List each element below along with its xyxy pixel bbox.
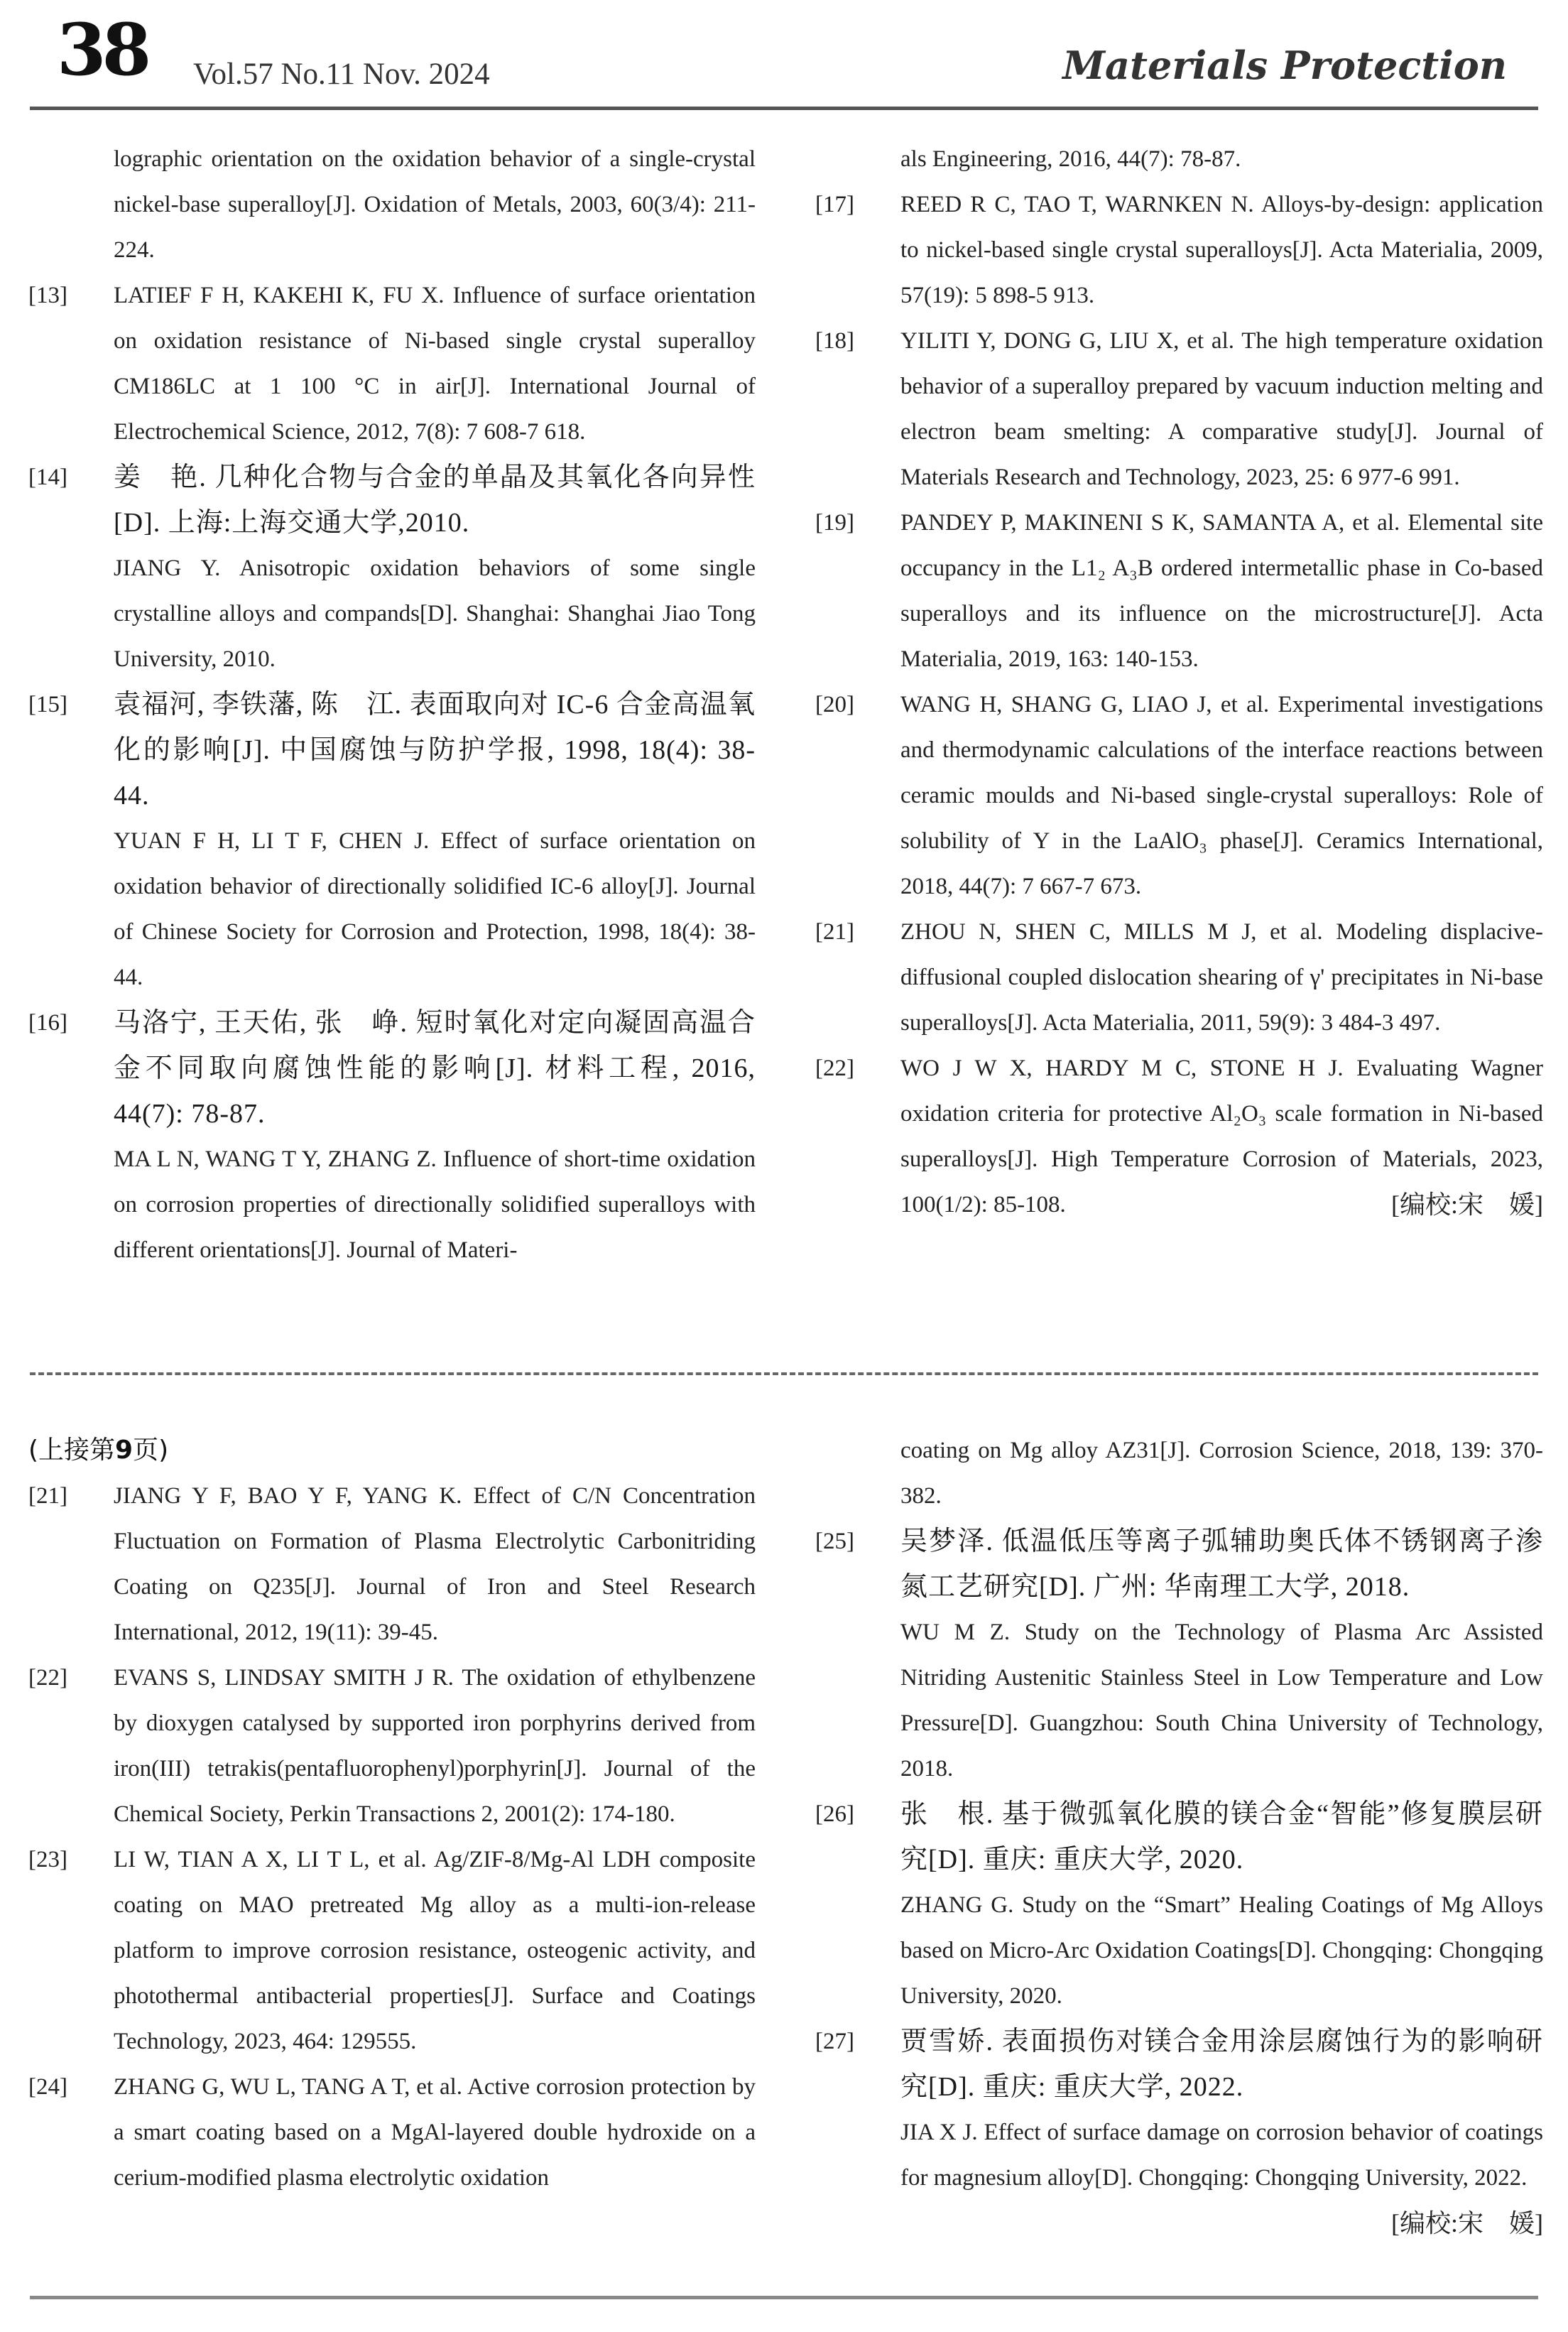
- reference-text: EVANS S, LINDSAY SMITH J R. The oxidation of ethylbenzene by dioxygen catalysed by supported iron porphyrins derived from iron(III) tetrakis(pentafluorophenyl)porphyrin[J]. Journal of the Chemical Society, Perkin Transactions 2, 2001(2): 174-180.: [114, 1665, 756, 1827]
- reference-text-chinese: 马洛宁, 王天佑, 张 峥. 短时氧化对定向凝固高温合金不同取向腐蚀性能的影响[J]. 材料工程, 2016, 44(7): 78-87.: [114, 1008, 756, 1129]
- section-divider: [30, 1372, 1538, 1375]
- reference-number: [25]: [815, 1529, 854, 1554]
- right-column: [815, 1428, 1543, 2246]
- reference-text-english: ZHANG G. Study on the “Smart” Healing Coatings of Mg Alloys based on Micro-Arc Oxidation Coatings[D]. Chongqing: Chongqing University, 2020.: [900, 1892, 1543, 2009]
- reference-number: [20]: [815, 692, 854, 717]
- reference-text: JIANG Y F, BAO Y F, YANG K. Effect of C/N Concentration Fluctuation on Formation of Plasma Electrolytic Carbonitriding Coating on Q235[J]. Journal of Iron and Steel Research International, 2012, 19(11): 39-45.: [114, 1483, 756, 1645]
- reference-item: [28, 1000, 756, 1273]
- reference-text-english: MA L N, WANG T Y, ZHANG Z. Influence of short-time oxidation on corrosion properties of directionally solidified superalloys with different orientations[J]. Journal of Materi-: [114, 1146, 756, 1263]
- continued-page-number: 9: [115, 1436, 134, 1465]
- reference-item: [28, 682, 756, 1000]
- reference-item: [815, 909, 1543, 1046]
- reference-item: [815, 2019, 1543, 2238]
- reference-text: YILITI Y, DONG G, LIU X, et al. The high temperature oxidation behavior of a superalloy prepared by vacuum induction melting and electron beam smelting: A comparative study[J]. Journal of Materials Research and Technology, 2023, 25: 6 977-6 991.: [900, 328, 1543, 490]
- reference-item: [28, 455, 756, 682]
- reference-item: [815, 1046, 1543, 1227]
- reference-item: [28, 1655, 756, 1837]
- editor-credit: [编校:宋 媛]: [1391, 2209, 1543, 2238]
- continued-reference-text: coating on Mg alloy AZ31[J]. Corrosion Science, 2018, 139: 370-382.: [900, 1438, 1543, 1509]
- reference-text-english: JIANG Y. Anisotropic oxidation behaviors of some single crystalline alloys and compands[D]. Shanghai: Shanghai Jiao Tong University, 2010.: [114, 555, 756, 672]
- reference-item: [28, 1473, 756, 1655]
- reference-item: [815, 182, 1543, 318]
- reference-body: WO J W X, HARDY M C, STONE H J. Evaluating Wagner oxidation criteria for protective Al₂O₃ scale formation in Ni-based superalloys[J]. High Temperature Corrosion of Materials, 2023, 100(1/2): 85-108.: [900, 1056, 1543, 1217]
- page-number: 38: [57, 8, 148, 92]
- header-rule: [30, 107, 1538, 110]
- reference-number: [19]: [815, 510, 854, 536]
- reference-text-english: [900, 2110, 1543, 2238]
- reference-item: [815, 1791, 1543, 2019]
- reference-text-chinese: 吴梦泽. 低温低压等离子弧辅助奥氏体不锈钢离子渗氮工艺研究[D]. 广州: 华南理工大学, 2018.: [900, 1526, 1543, 1602]
- reference-text: LATIEF F H, KAKEHI K, FU X. Influence of surface orientation on oxidation resistance of Ni-based single crystal superalloy CM186LC at 1 100 °C in air[J]. International Journal of Electrochemical Science, 2012, 7(8): 7 608-7 618.: [114, 283, 756, 445]
- reference-text-chinese: 姜 艳. 几种化合物与合金的单晶及其氧化各向异性[D]. 上海:上海交通大学,2010.: [114, 462, 756, 538]
- left-column: [28, 1428, 756, 2201]
- reference-text: PANDEY P, MAKINENI S K, SAMANTA A, et al. Elemental site occupancy in the L1₂ A₃B ordered intermetallic phase in Co-based superalloys and its influence on the microstructure[J]. Acta Materialia, 2019, 163: 140-153.: [900, 510, 1543, 672]
- reference-number: [26]: [815, 1801, 854, 1827]
- reference-text: WANG H, SHANG G, LIAO J, et al. Experimental investigations and thermodynamic calculations of the interface reactions between ceramic moulds and Ni-based single-crystal superalloys: Role of solubility of Y in the LaAlO₃ phase[J]. Ceramics International, 2018, 44(7): 7 667-7 673.: [900, 692, 1543, 899]
- reference-number: [24]: [28, 2074, 67, 2100]
- reference-text-chinese: 袁福河, 李铁藩, 陈 江. 表面取向对 IC-6 合金高温氧化的影响[J]. 中国腐蚀与防护学报, 1998, 18(4): 38-44.: [114, 690, 756, 810]
- reference-text-chinese: 张 根. 基于微弧氧化膜的镁合金“智能”修复膜层研究[D]. 重庆: 重庆大学, 2020.: [900, 1799, 1543, 1875]
- reference-item: [28, 2064, 756, 2201]
- reference-number: [13]: [28, 283, 67, 308]
- reference-number: [21]: [28, 1483, 67, 1509]
- right-column: [815, 136, 1543, 1227]
- reference-text-chinese: 贾雪娇. 表面损伤对镁合金用涂层腐蚀行为的影响研究[D]. 重庆: 重庆大学, 2022.: [900, 2027, 1543, 2102]
- reference-text-english: YUAN F H, LI T F, CHEN J. Effect of surface orientation on oxidation behavior of directionally solidified IC-6 alloy[J]. Journal of Chinese Society for Corrosion and Protection, 1998, 18(4): 38-44.: [114, 828, 756, 990]
- journal-title: Materials Protection: [1062, 43, 1507, 88]
- left-column: [28, 136, 756, 1273]
- reference-number: [22]: [815, 1056, 854, 1081]
- reference-text: REED R C, TAO T, WARNKEN N. Alloys-by-design: application to nickel-based single crystal superalloys[J]. Acta Materialia, 2009, 57(19): 5 898-5 913.: [900, 192, 1543, 308]
- reference-body: JIA X J. Effect of surface damage on corrosion behavior of coatings for magnesium alloy[D]. Chongqing: Chongqing University, 2022.: [900, 2120, 1543, 2191]
- editor-credit: [编校:宋 媛]: [1391, 1191, 1543, 1219]
- footer-rule: [30, 2296, 1538, 2299]
- reference-text: ZHOU N, SHEN C, MILLS M J, et al. Modeling displacive-diffusional coupled dislocation shearing of γ' precipitates in Ni-base superalloys[J]. Acta Materialia, 2011, 59(9): 3 484-3 497.: [900, 919, 1543, 1036]
- reference-number: [15]: [28, 692, 67, 717]
- reference-number: [21]: [815, 919, 854, 945]
- reference-text: [900, 1046, 1543, 1227]
- reference-number: [17]: [815, 192, 854, 217]
- reference-item: [815, 1519, 1543, 1791]
- reference-item: [815, 318, 1543, 500]
- continued-reference-text: als Engineering, 2016, 44(7): 78-87.: [900, 146, 1241, 172]
- reference-number: [18]: [815, 328, 854, 354]
- reference-text: ZHANG G, WU L, TANG A T, et al. Active corrosion protection by a smart coating based on a MgAl-layered double hydroxide on a cerium-modified plasma electrolytic oxidation: [114, 2074, 756, 2191]
- reference-item: [815, 682, 1543, 909]
- continued-reference-text: lographic orientation on the oxidation behavior of a single-crystal nickel-base superalloy[J]. Oxidation of Metals, 2003, 60(3/4): 211-224.: [114, 146, 756, 263]
- continued-from-label: (上接第9页): [28, 1436, 169, 1465]
- reference-number: [22]: [28, 1665, 67, 1691]
- reference-text: LI W, TIAN A X, LI T L, et al. Ag/ZIF-8/Mg-Al LDH composite coating on MAO pretreated Mg alloy as a multi-ion-release platform to improve corrosion resistance, osteogenic activity, and photothermal antibacterial properties[J]. Surface and Coatings Technology, 2023, 464: 129555.: [114, 1847, 756, 2054]
- reference-number: [23]: [28, 1847, 67, 1872]
- reference-item: [28, 273, 756, 455]
- reference-number: [16]: [28, 1010, 67, 1036]
- reference-number: [27]: [815, 2029, 854, 2054]
- reference-text-english: WU M Z. Study on the Technology of Plasma Arc Assisted Nitriding Austenitic Stainless Steel in Low Temperature and Low Pressure[D]. Guangzhou: South China University of Technology, 2018.: [900, 1620, 1543, 1781]
- issue-info: Vol.57 No.11 Nov. 2024: [193, 58, 490, 91]
- reference-item: [815, 500, 1543, 682]
- reference-item: [28, 1837, 756, 2064]
- reference-number: [14]: [28, 465, 67, 490]
